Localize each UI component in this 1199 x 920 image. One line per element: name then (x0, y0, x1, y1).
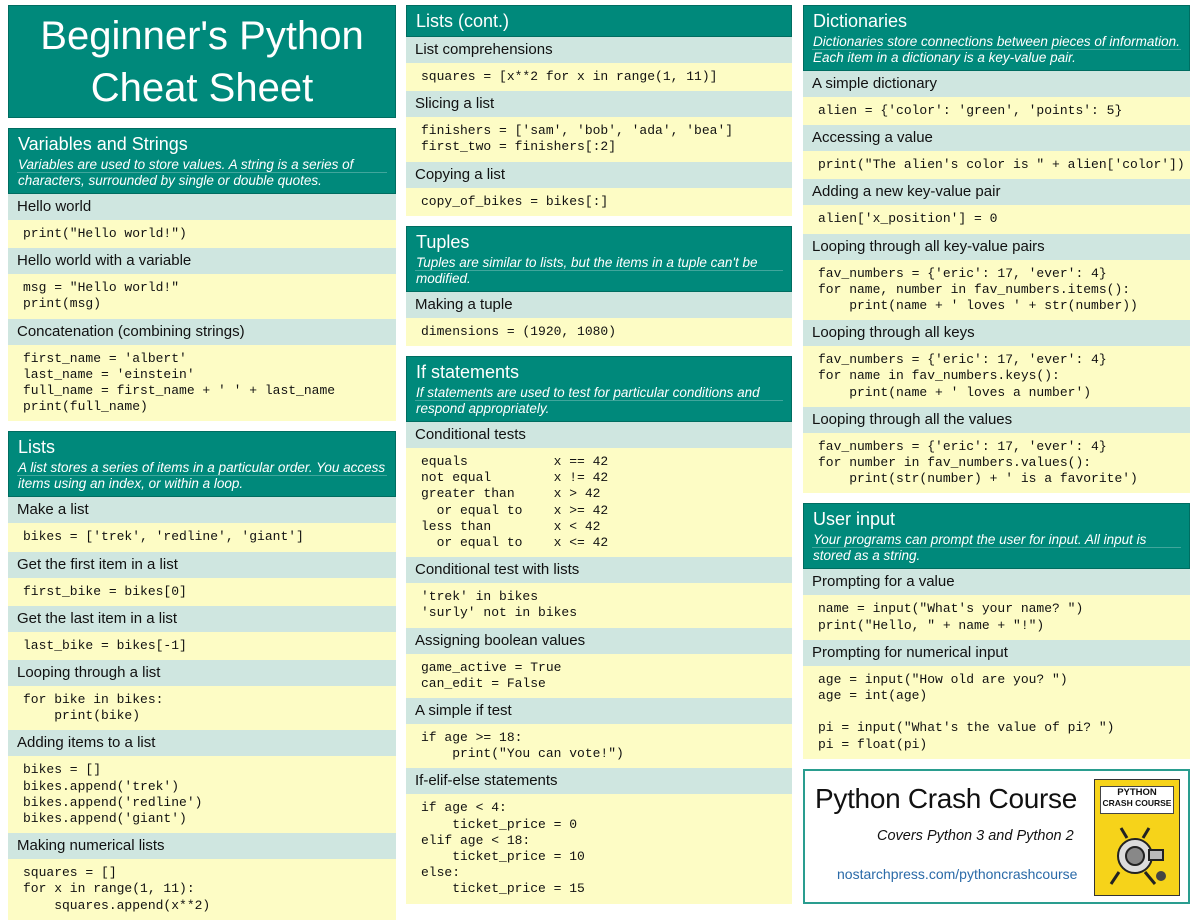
subheading-concatenation-combining-strings: Concatenation (combining strings) (8, 319, 396, 345)
title-line-2: Cheat Sheet (90, 65, 314, 110)
code-example: print("Hello world!") (8, 220, 396, 248)
column-1 (8, 0, 396, 920)
subheading-adding-items-to-a-list: Adding items to a list (8, 730, 396, 756)
book-title-line-2: CRASH COURSE (1102, 798, 1172, 808)
section-description: Variables are used to store values. A string is a series of characters, surrounded by single or double quotes. (18, 157, 354, 188)
subheading-assigning-boolean-values: Assigning boolean values (406, 628, 792, 654)
code-example: dimensions = (1920, 1080) (406, 318, 792, 346)
subheading-slicing-a-list: Slicing a list (406, 91, 792, 117)
subheading-hello-world: Hello world (8, 194, 396, 220)
subheading-making-a-tuple: Making a tuple (406, 292, 792, 318)
code-example: bikes = [] bikes.append('trek') bikes.append('redline') bikes.append('giant') (8, 756, 396, 833)
section-title: Dictionaries (813, 11, 908, 31)
book-title-line-1: PYTHON (1117, 787, 1157, 798)
section-header (803, 503, 1190, 569)
code-example: first_name = 'albert' last_name = 'einstein' full_name = first_name + ' ' + last_name print(full_name) (8, 345, 396, 422)
section-title: Tuples (416, 231, 470, 252)
subheading-prompting-for-numerical-input: Prompting for numerical input (803, 640, 1190, 666)
section-header (8, 431, 396, 497)
section-title: User input (813, 509, 896, 530)
code-example: age = input("How old are you? ") age = int(age) pi = input("What's the value of pi? ") pi = float(pi) (803, 666, 1190, 759)
section-user-input (803, 503, 1190, 758)
subheading-a-simple-if-test: A simple if test (406, 698, 792, 724)
section-if-statements (406, 356, 792, 904)
code-example: fav_numbers = {'eric': 17, 'ever': 4} for number in fav_numbers.values(): print(str(number) + ' is a favorite') (803, 433, 1190, 494)
book-cover-title (1100, 786, 1174, 814)
robot-illustration-icon (1105, 824, 1169, 888)
subheading-adding-a-new-key-value-pair: Adding a new key-value pair (803, 179, 1190, 205)
section-title: If statements (416, 362, 520, 383)
promo-url-link[interactable]: nostarchpress.com/pythoncrashcourse (837, 866, 1078, 882)
section-variables (8, 128, 396, 421)
code-example: if age >= 18: print("You can vote!") (406, 724, 792, 768)
section-title: Variables and Strings (18, 134, 188, 154)
subheading-making-numerical-lists: Making numerical lists (8, 833, 396, 859)
subheading-make-a-list: Make a list (8, 497, 396, 523)
subheading-copying-a-list: Copying a list (406, 162, 792, 188)
section-dictionaries (803, 5, 1190, 493)
column-2 (406, 0, 792, 904)
code-example: print("The alien's color is " + alien['color']) (803, 151, 1190, 179)
section-lists-cont (406, 5, 792, 216)
code-example: alien = {'color': 'green', 'points': 5} (803, 97, 1190, 125)
subheading-looping-through-a-list: Looping through a list (8, 660, 396, 686)
subheading-prompting-for-a-value: Prompting for a value (803, 569, 1190, 595)
column-3 (803, 0, 1190, 759)
code-example: finishers = ['sam', 'bob', 'ada', 'bea'] first_two = finishers[:2] (406, 117, 792, 161)
code-example: if age < 4: ticket_price = 0 elif age < 18: ticket_price = 10 else: ticket_price = 15 (406, 794, 792, 903)
section-description: Dictionaries store connections between pieces of information. Each item in a dictionary is a key-value pair. (813, 34, 1180, 65)
subheading-get-the-first-item-in-a-list: Get the first item in a list (8, 552, 396, 578)
subheading-list-comprehensions: List comprehensions (406, 37, 792, 63)
code-example: fav_numbers = {'eric': 17, 'ever': 4} for name in fav_numbers.keys(): print(name + ' loves a number') (803, 346, 1190, 407)
subheading-looping-through-all-the-values: Looping through all the values (803, 407, 1190, 433)
promo-subtitle: Covers Python 3 and Python 2 (877, 828, 1074, 844)
code-example: bikes = ['trek', 'redline', 'giant'] (8, 523, 396, 551)
code-example: fav_numbers = {'eric': 17, 'ever': 4} for name, number in fav_numbers.items(): print(name + ' loves ' + str(number)) (803, 260, 1190, 321)
section-header (803, 5, 1190, 71)
code-example: squares = [] for x in range(1, 11): squares.append(x**2) (8, 859, 396, 920)
subheading-get-the-last-item-in-a-list: Get the last item in a list (8, 606, 396, 632)
code-example: first_bike = bikes[0] (8, 578, 396, 606)
section-header (406, 226, 792, 292)
section-description: Your programs can prompt the user for input. All input is stored as a string. (813, 532, 1147, 564)
subheading-if-elif-else-statements: If-elif-else statements (406, 768, 792, 794)
section-description: If statements are used to test for particular conditions and respond appropriately. (416, 385, 760, 417)
section-tuples (406, 226, 792, 346)
subheading-hello-world-with-a-variable: Hello world with a variable (8, 248, 396, 274)
section-description: Tuples are similar to lists, but the items in a tuple can't be modified. (416, 254, 758, 286)
code-example: copy_of_bikes = bikes[:] (406, 188, 792, 216)
code-example: last_bike = bikes[-1] (8, 632, 396, 660)
code-example: squares = [x**2 for x in range(1, 11)] (406, 63, 792, 91)
code-example: 'trek' in bikes 'surly' not in bikes (406, 583, 792, 627)
book-cover-image (1094, 779, 1180, 896)
sheet-title (8, 5, 396, 118)
subheading-conditional-test-with-lists: Conditional test with lists (406, 557, 792, 583)
subheading-looping-through-all-keys: Looping through all keys (803, 320, 1190, 346)
code-example: alien['x_position'] = 0 (803, 205, 1190, 233)
code-example: msg = "Hello world!" print(msg) (8, 274, 396, 318)
section-lists (8, 431, 396, 919)
subheading-looping-through-all-key-value-pairs: Looping through all key-value pairs (803, 234, 1190, 260)
code-example: name = input("What's your name? ") print("Hello, " + name + "!") (803, 595, 1190, 639)
section-title: Lists (18, 437, 56, 458)
subheading-a-simple-dictionary: A simple dictionary (803, 71, 1190, 97)
section-header (406, 356, 792, 422)
section-description: A list stores a series of items in a particular order. You access items using an index, or within a loop. (18, 460, 386, 492)
section-header (406, 5, 792, 37)
subheading-accessing-a-value: Accessing a value (803, 125, 1190, 151)
code-example: for bike in bikes: print(bike) (8, 686, 396, 730)
section-header (8, 128, 396, 194)
book-promo (803, 769, 1190, 904)
subheading-conditional-tests: Conditional tests (406, 422, 792, 448)
code-example: game_active = True can_edit = False (406, 654, 792, 698)
promo-title: Python Crash Course (815, 783, 1077, 814)
title-line-1: Beginner's Python (40, 13, 364, 58)
section-title: Lists (cont.) (416, 11, 510, 31)
code-example: equals x == 42 not equal x != 42 greater than x > 42 or equal to x >= 42 less than x < 42 or equal to x <= 42 (406, 448, 792, 557)
